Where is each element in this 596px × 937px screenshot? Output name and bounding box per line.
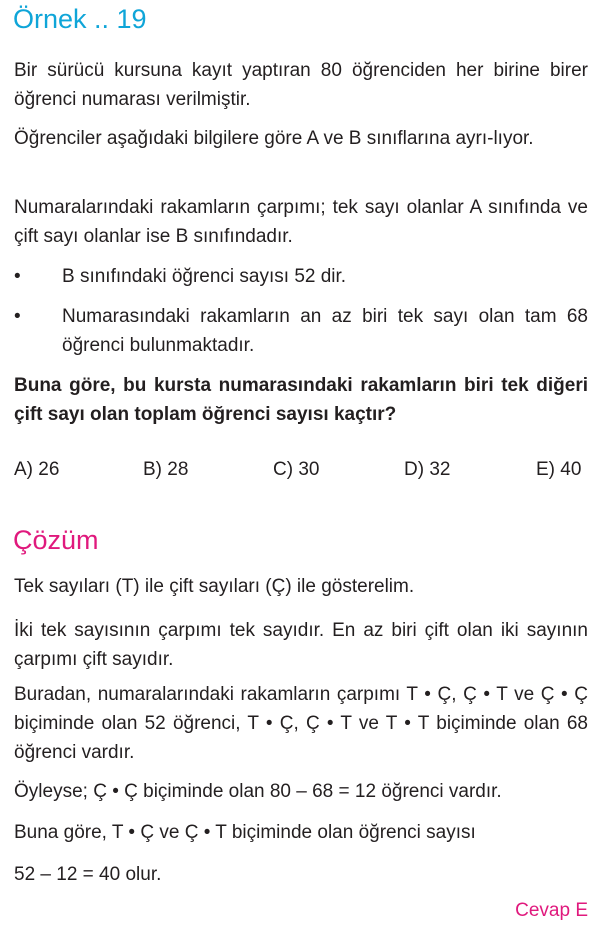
question-text: Buna göre, bu kursta numarasındaki rakamların biri tek diğeri çift sayı olan toplam öğrenci sayısı kaçtır? — [14, 375, 588, 425]
problem-paragraph-1: Bir sürücü kursuna kayıt yaptıran 80 öğrenciden her birine birer öğrenci numarası verilmiştir. — [14, 60, 588, 110]
bullet-marker: • — [14, 306, 21, 327]
bullet-marker: • — [14, 266, 21, 287]
option-c: C) 30 — [273, 459, 320, 480]
option-e: E) 40 — [536, 459, 582, 480]
solution-line-3: Buradan, numaralarındaki rakamların çarpımı T • Ç, Ç • T ve Ç • Ç biçiminde olan 52 öğrenci, T • Ç, Ç • T ve T • T biçiminde olan 68 öğrenci vardır. — [14, 684, 588, 763]
solution-line-5: Buna göre, T • Ç ve Ç • T biçiminde olan öğrenci sayısı — [14, 822, 476, 843]
option-b: B) 28 — [143, 459, 189, 480]
example-title: Örnek .. 19 — [13, 4, 147, 34]
answer-label: Cevap E — [515, 900, 588, 921]
solution-title: Çözüm — [13, 525, 99, 555]
problem-paragraph-2: Öğrenciler aşağıdaki bilgilere göre A ve B sınıflarına ayrı-lıyor. — [14, 128, 534, 149]
bullet-item-2: Numarasındaki rakamların an az biri tek sayı olan tam 68 öğrenci bulunmaktadır. — [62, 306, 588, 356]
problem-paragraph-3: Numaralarındaki rakamların çarpımı; tek sayı olanlar A sınıfında ve çift sayı olanlar ise B sınıfındadır. — [14, 197, 588, 247]
bullet-item-1: B sınıfındaki öğrenci sayısı 52 dir. — [62, 266, 347, 287]
option-a: A) 26 — [14, 459, 60, 480]
solution-line-1: Tek sayıları (T) ile çift sayıları (Ç) ile gösterelim. — [14, 576, 415, 597]
solution-line-4: Öyleyse; Ç • Ç biçiminde olan 80 – 68 = 12 öğrenci vardır. — [14, 781, 502, 802]
option-d: D) 32 — [404, 459, 451, 480]
solution-line-6: 52 – 12 = 40 olur. — [14, 864, 162, 885]
solution-line-2: İki tek sayısının çarpımı tek sayıdır. En az biri çift olan iki sayının çarpımı çift sayıdır. — [14, 620, 588, 670]
